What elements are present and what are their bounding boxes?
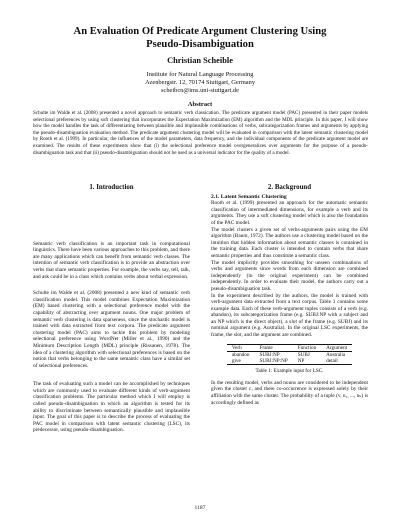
table-row bbox=[227, 351, 352, 358]
affiliation-line-2: Azenbergstr. 12, 70174 Stuttgart, Germany bbox=[144, 78, 256, 86]
background-paragraph-2: The model clusters a given set of verbs-arguments pairs using the EM algorithm (Baum, 1972). The authors use a clustering model based on the intuition that hidden information about semantic classes is contained in the training data. Each cluster is intended to contain verbs that share semantic properties and thus constitute a semantic class. bbox=[211, 226, 368, 259]
table-caption: Table 1: Example input for LSC. bbox=[255, 368, 324, 375]
table-header-cell: Verb bbox=[227, 344, 255, 351]
example-input-table bbox=[227, 344, 352, 366]
right-column bbox=[211, 185, 368, 406]
affiliation-line-1: Institute for Natural Language Processing bbox=[146, 71, 254, 78]
background-paragraph-1: Rooth et al. (1999) presented an approach for the automatic semantic classification of intermediated dimensions, for example a verb and its arguments. They use a soft clustering model which is also the foundation of the PAC model. bbox=[211, 200, 368, 226]
table-cell: abandon bbox=[231, 351, 250, 358]
abstract-heading: Abstract bbox=[187, 101, 213, 108]
table-cell: detail bbox=[321, 358, 352, 365]
affiliation-email: scheibcn@ims.uni-stuttgart.de bbox=[161, 86, 239, 94]
table-cell: SUBJ:NP:NP bbox=[254, 358, 292, 365]
title-line-1: An Evaluation Of Predicate Argument Clustering Using bbox=[73, 26, 327, 37]
page-number: 1187 bbox=[194, 505, 206, 511]
background-paragraph-5: In the resulting model, verbs and nouns are considered to be independent given the cluster c, and there co-occurrence is expressed solely by their affiliation with the same cluster. The probability of a tuple (v, n₁, ..., nₖ) is accordingly defined as bbox=[211, 379, 368, 406]
abstract-body: Schulte im Walde et al. (2008) presented a novel approach to semantic verb classication. The predicate argument model (PAC) presented in their paper models selectional preferences by using soft clustering that incorporates the Expectation Maximization (EM) algorithm and the MDL principle. In this paper, I will show how the model handles the task of differentiating between plausible and implausible combinations of verbs, subcategorization frames and arguments by applying the pseudo-disambiguation evaluation method. The predicate argument clustering model will be evaluated in comparison with the latent semantic clustering model by Rooth et al. (1999). In particular, the influences of the model parameters, data frequency, and the individual components of the predicate argument model are examined. The results of these experiments show that (i) the selectional preference model overgeneralizes over arguments for the purpose of a pseudo-disambiguation task and that (ii) pseudo-disambiguation should not be used as a universal indicator for the quality of a model. bbox=[33, 110, 368, 156]
table-header-cell: Frame bbox=[254, 344, 292, 351]
table-cell: Australia bbox=[326, 351, 346, 358]
subsection-2-1-heading: 2.1. Latent Semantic Clustering bbox=[211, 193, 287, 200]
background-paragraph-3: The model implicitly provides smoothing for unseen combinations of verbs and arguments since words from each dimension are combined independently (in the original experiment) can be combined independently. In order to evaluate their model, the authors carry out a pseudo-disambiguation task. bbox=[211, 259, 368, 292]
author-affiliation bbox=[60, 71, 340, 94]
author-name: Christian Scheible bbox=[167, 56, 233, 65]
table-cell: SUBJ:NP bbox=[259, 351, 280, 358]
title-line-2: Pseudo-Disambiguation bbox=[146, 39, 254, 50]
intro-paragraph-3: The task of evaluating such a model can be accomplished by techniques which are commonly used to evaluate different kinds of verb-argument classification problems. The particular method which I will employ is called pseudo-disambiguation in which an algorithm is tested for its ability to discriminate between semantically plausible and implausible input. The goal of this paper is to describe the process of evaluating the PAC model in comparison with latent semantic clustering (LSC), its predecessor, using pseudo-disambiguation. bbox=[33, 381, 190, 434]
table-header-cell: Argument bbox=[321, 344, 352, 351]
table-cell: give bbox=[227, 358, 255, 365]
paper-title bbox=[40, 25, 360, 51]
section-1-heading: 1. Introduction bbox=[89, 184, 134, 191]
table-row bbox=[227, 358, 352, 365]
section-2-heading: 2. Background bbox=[267, 184, 312, 191]
table-cell: SUBJ bbox=[297, 351, 310, 358]
intro-paragraph-1: Semantic verb classification is an important task in computational linguistics. There have been various approaches to this problem, and there are many applications which can benefit from semantic verb classes. The intention of semantic verb classification is to provide an abstraction over verbs that share semantic properties. For example, the verbs say, tell, talk, and ask could be in a class which contains verbs about verbal expression. bbox=[33, 240, 190, 280]
left-column bbox=[33, 185, 190, 434]
intro-paragraph-2: Schulte im Walde et al. (2008) presented a new kind of semantic verb classification model. This model combines Expectation Maximization (EM) based clustering with a selectional preference model with the capability of abstracting over argument nouns. One major problem of semantic verb clustering is data sparseness, since the stochastic model is trained with data extracted from text corpora. The predicate argument clustering model (PAC) aims to tackle this problem by modeling selectional preference using WordNet (Miller et al., 1990) and the Minimum Description Length (MDL) principle (Rissanen, 1978). The idea of a clustering algorithm with selectional preferences is based on the notion that verbs belonging to the same semantic class have a similar set of selectional preferences. bbox=[33, 290, 190, 369]
table-header-cell: Function bbox=[293, 344, 321, 351]
background-paragraph-4: In the experiment described by the authors, the model is trained with verb-argument data extracted from a text corpus. Table 1 contains some example data. Each of these verb-argument tuples consists of a verb (e.g. abandon), its subcategorization frame (e.g. SUBJ:NP with a subject and an NP which is the direct object), a slot of the frame (e.g. SUBJ) and its nominal argument (e.g. Australia). In the original LSC experiments, the frame, the slot, and the argument are combined. bbox=[211, 292, 368, 339]
table-header-row bbox=[227, 344, 352, 351]
table-cell: NP bbox=[293, 358, 321, 365]
